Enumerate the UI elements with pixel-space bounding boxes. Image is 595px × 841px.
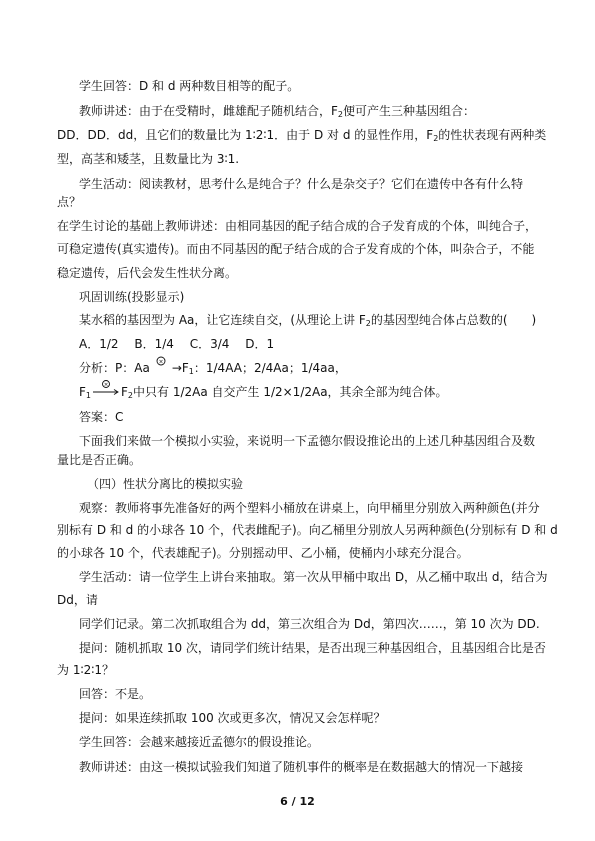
answer-line: 学生回答：D 和 d 两种数目相等的配子。 [79,79,300,93]
selfing-symbol-icon [150,360,172,376]
body-line: 稳定遗传，后代会发生性状分离。 [57,266,238,280]
selfing-arrow-icon [91,384,121,400]
body-line: 别标有 D 和 d 的小球各 10 个，代表雌配子)。向乙桶里分别放人另两种颜色(分别标有 D 和 d [57,523,558,537]
body-line: 型，高茎和矮茎，且数量比为 3∶1. [57,152,240,166]
svg-text:×: × [158,358,164,366]
body-line: 量比是否正确。 [57,453,142,467]
question-line: 提问：如果连续抓取 100 次或更多次，情况又会怎样呢？ [79,711,386,725]
teacher-line: 教师讲述：由于在受精时，雌雄配子随机结合，$F_2$便可产生三种基因组合： [79,104,476,119]
analysis-line: $F_1$ × $F_2$中只有 1/2Aa 自交产生 1/2×1/2Aa，其余全部为纯合体。 [79,382,448,400]
body-line: 在学生讨论的基础上教师讲述：由相同基因的配子结合成的合子发育成的个体，叫纯合子， [57,219,538,233]
body-line: 点？ [57,195,82,209]
practice-heading: 巩固训练(投影显示) [79,290,185,304]
body-line: Dd，请 [57,593,98,607]
answer-line: 学生回答：会越来越接近孟德尔的假设推论。 [79,735,320,749]
options-line: A．1/2 B．1/4 C．3/4 D．1 [79,337,275,351]
section-heading: （四）性状分离比的模拟实验 [87,477,244,491]
body-line: 的小球各 10 个，代表雄配子)。分别摇动甲、乙小桶，使桶内小球充分混合。 [57,546,469,560]
page-number: 6 / 12 [280,795,315,808]
body-line: 同学们记录。第二次抓取组合为 dd，第三次组合为 Dd，第四次……，第 10 次为 DD. [79,617,540,631]
body-line: 可稳定遗传(真实遗传)。而由不同基因的配子结合成的合子发育成的个体，叫杂合子，不能 [57,242,535,256]
body-line: 为 1∶2∶1？ [57,663,114,677]
analysis-line: 分析：P：Aa × $\to F_1$：1/4AA；2/4Aa；1/4aa， [79,358,347,376]
body-line: 下面我们来做一个模拟小实验，来说明一下孟德尔假设推论出的上述几种基因组合及数 [79,434,536,448]
teacher-line: 教师讲述：由这一模拟试验我们知道了随机事件的概率是在数据越大的情况一下越接 [79,760,524,774]
student-activity-line: 学生活动：请一位学生上讲台来抽取。第一次从甲桶中取出 D，从乙桶中取出 d，结合为 [79,570,548,584]
svg-text:×: × [103,382,109,389]
question-line: 某水稻的基因型为 Aa，让它连续自交，(从理论上讲 $F_2$的基因型纯合体占总数的( ) [79,313,537,328]
observation-line: 观察：教师将事先准备好的两个塑料小桶放在讲桌上，向甲桶里分别放入两种颜色(并分 [79,501,540,515]
student-activity-line: 学生活动：阅读教材，思考什么是纯合子？什么是杂交子？它们在遗传中各有什么特 [79,177,524,191]
answer-line: 回答：不是。 [79,687,152,701]
answer-line: 答案：C [79,410,124,424]
body-line: DD．DD．dd，且它们的数量比为 1∶2∶1．由于 D 对 d 的显性作用，$F_2$的性状表现有两种类 [57,128,547,143]
question-line: 提问：随机抓取 10 次，请同学们统计结果，是否出现三种基因组合，且基因组合比是否 [79,641,546,655]
